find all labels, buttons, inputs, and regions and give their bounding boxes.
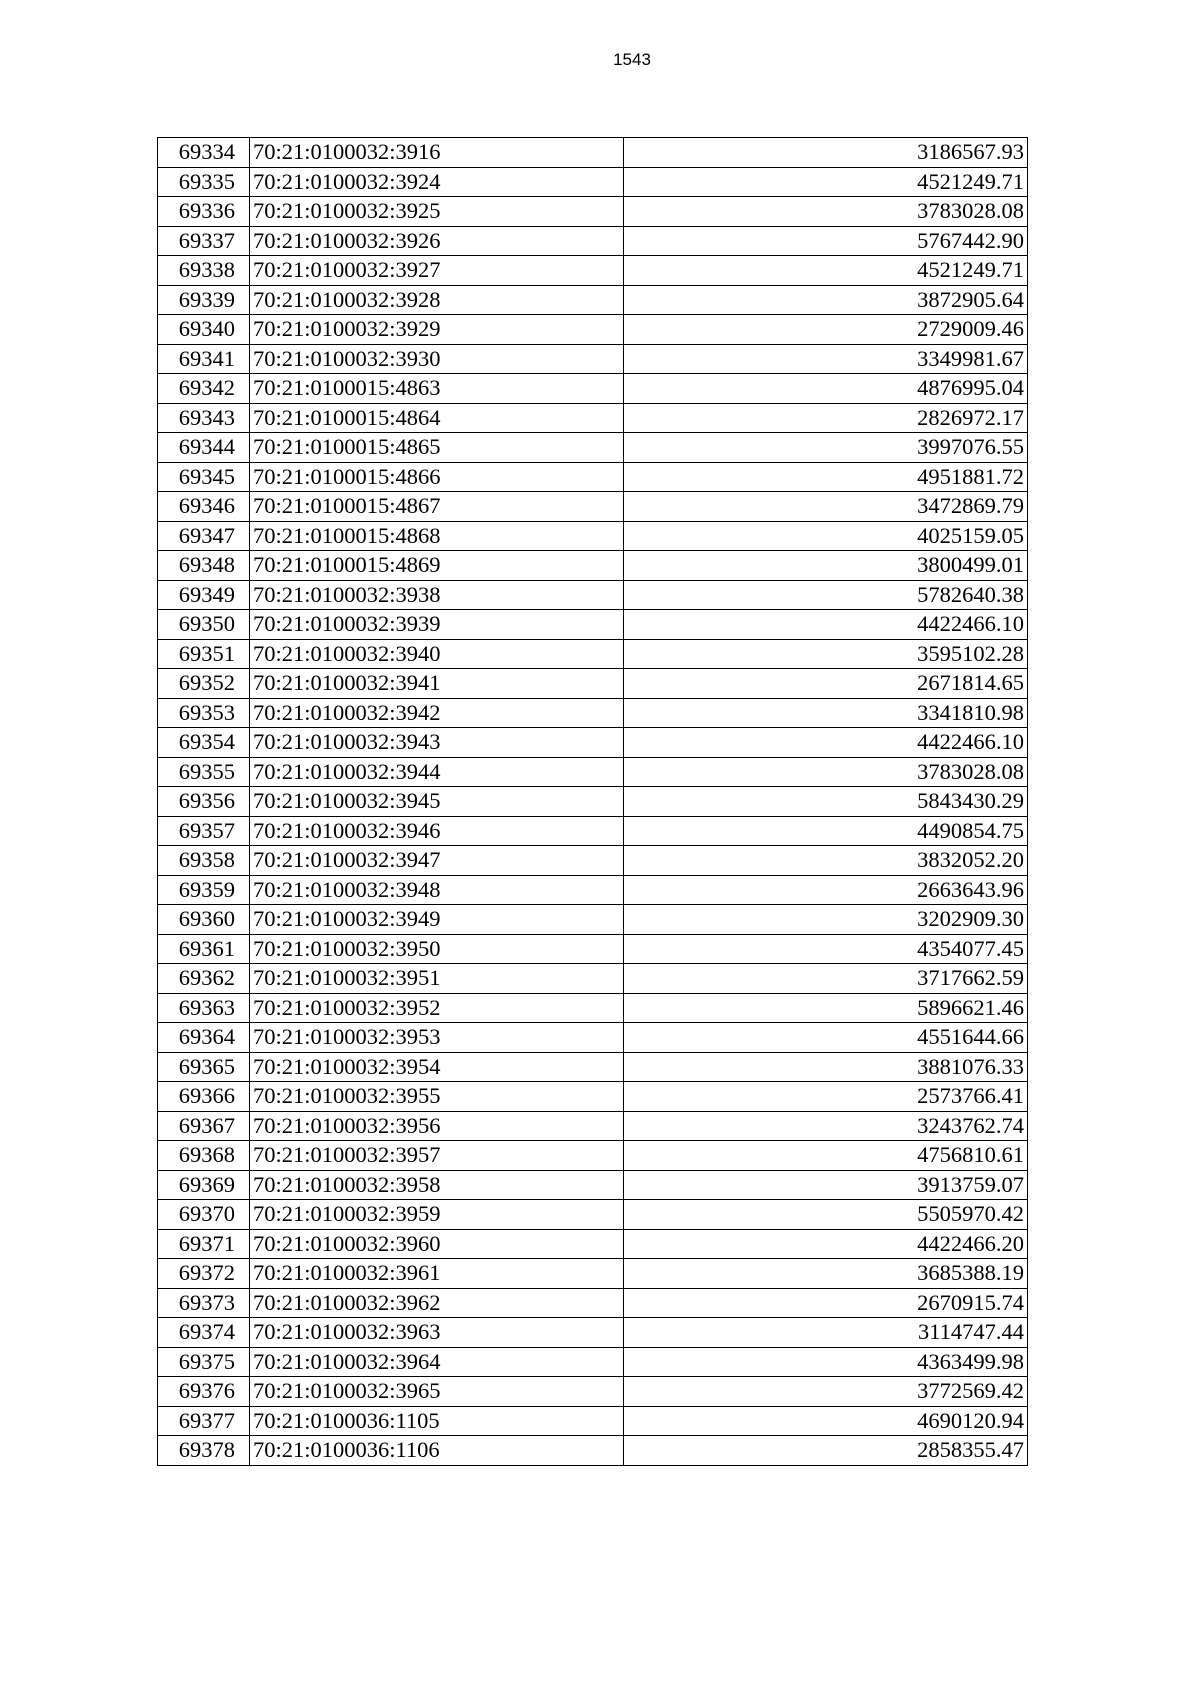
- table-row: [158, 934, 1028, 964]
- cadastral-number-cell: 70:21:0100032:3926: [250, 226, 624, 256]
- cadastral-value-cell: 3772569.42: [624, 1377, 1028, 1407]
- table-row: [158, 1141, 1028, 1171]
- row-number-cell: 69342: [158, 374, 250, 404]
- cadastral-number-cell: 70:21:0100015:4864: [250, 403, 624, 433]
- row-number-cell: 69343: [158, 403, 250, 433]
- cadastral-number-cell: 70:21:0100032:3963: [250, 1318, 624, 1348]
- cadastral-number-cell: 70:21:0100032:3945: [250, 787, 624, 817]
- table-row: [158, 1259, 1028, 1289]
- cadastral-number-cell: 70:21:0100032:3961: [250, 1259, 624, 1289]
- cadastral-value-cell: 4422466.20: [624, 1229, 1028, 1259]
- cadastral-value-cell: 5896621.46: [624, 993, 1028, 1023]
- cadastral-number-cell: 70:21:0100032:3940: [250, 639, 624, 669]
- table-row: [158, 285, 1028, 315]
- cadastral-value-cell: 3595102.28: [624, 639, 1028, 669]
- cadastral-value-cell: 3341810.98: [624, 698, 1028, 728]
- row-number-cell: 69339: [158, 285, 250, 315]
- row-number-cell: 69364: [158, 1023, 250, 1053]
- cadastral-number-cell: 70:21:0100032:3955: [250, 1082, 624, 1112]
- cadastral-value-cell: 5505970.42: [624, 1200, 1028, 1230]
- cadastral-value-cell: 3872905.64: [624, 285, 1028, 315]
- row-number-cell: 69338: [158, 256, 250, 286]
- row-number-cell: 69337: [158, 226, 250, 256]
- cadastral-value-cell: 3717662.59: [624, 964, 1028, 994]
- cadastral-value-cell: 4551644.66: [624, 1023, 1028, 1053]
- cadastral-value-cell: 4756810.61: [624, 1141, 1028, 1171]
- row-number-cell: 69363: [158, 993, 250, 1023]
- cadastral-number-cell: 70:21:0100032:3950: [250, 934, 624, 964]
- cadastral-value-cell: 4876995.04: [624, 374, 1028, 404]
- cadastral-value-cell: 2671814.65: [624, 669, 1028, 699]
- cadastral-number-cell: 70:21:0100032:3952: [250, 993, 624, 1023]
- cadastral-number-cell: 70:21:0100032:3927: [250, 256, 624, 286]
- cadastral-value-cell: 3800499.01: [624, 551, 1028, 581]
- cadastral-number-cell: 70:21:0100032:3924: [250, 167, 624, 197]
- table-row: [158, 610, 1028, 640]
- table-row: [158, 905, 1028, 935]
- table-row: [158, 433, 1028, 463]
- row-number-cell: 69349: [158, 580, 250, 610]
- row-number-cell: 69369: [158, 1170, 250, 1200]
- cadastral-number-cell: 70:21:0100032:3958: [250, 1170, 624, 1200]
- cadastral-number-cell: 70:21:0100032:3930: [250, 344, 624, 374]
- table-row: [158, 256, 1028, 286]
- cadastral-value-cell: 4422466.10: [624, 610, 1028, 640]
- table-row: [158, 1082, 1028, 1112]
- table-row: [158, 875, 1028, 905]
- cadastral-number-cell: 70:21:0100032:3947: [250, 846, 624, 876]
- cadastral-number-cell: 70:21:0100015:4865: [250, 433, 624, 463]
- table-row: [158, 492, 1028, 522]
- table-row: [158, 580, 1028, 610]
- row-number-cell: 69370: [158, 1200, 250, 1230]
- cadastral-number-cell: 70:21:0100015:4866: [250, 462, 624, 492]
- table-row: [158, 1406, 1028, 1436]
- table-row: [158, 197, 1028, 227]
- table-row: [158, 993, 1028, 1023]
- row-number-cell: 69341: [158, 344, 250, 374]
- cadastral-value-cell: 3881076.33: [624, 1052, 1028, 1082]
- cadastral-number-cell: 70:21:0100032:3953: [250, 1023, 624, 1053]
- cadastral-number-cell: 70:21:0100015:4868: [250, 521, 624, 551]
- row-number-cell: 69362: [158, 964, 250, 994]
- cadastral-number-cell: 70:21:0100032:3949: [250, 905, 624, 935]
- row-number-cell: 69372: [158, 1259, 250, 1289]
- table-row: [158, 1170, 1028, 1200]
- row-number-cell: 69340: [158, 315, 250, 345]
- cadastral-number-cell: 70:21:0100032:3925: [250, 197, 624, 227]
- cadastral-value-cell: 2826972.17: [624, 403, 1028, 433]
- cadastral-number-cell: 70:21:0100032:3959: [250, 1200, 624, 1230]
- cadastral-value-cell: 2663643.96: [624, 875, 1028, 905]
- row-number-cell: 69353: [158, 698, 250, 728]
- cadastral-value-cell: 4422466.10: [624, 728, 1028, 758]
- cadastral-number-cell: 70:21:0100032:3964: [250, 1347, 624, 1377]
- cadastral-number-cell: 70:21:0100032:3954: [250, 1052, 624, 1082]
- row-number-cell: 69376: [158, 1377, 250, 1407]
- row-number-cell: 69366: [158, 1082, 250, 1112]
- cadastral-value-cell: 3243762.74: [624, 1111, 1028, 1141]
- cadastral-number-cell: 70:21:0100032:3939: [250, 610, 624, 640]
- row-number-cell: 69374: [158, 1318, 250, 1348]
- row-number-cell: 69336: [158, 197, 250, 227]
- row-number-cell: 69375: [158, 1347, 250, 1377]
- cadastral-value-cell: 3202909.30: [624, 905, 1028, 935]
- cadastral-number-cell: 70:21:0100032:3929: [250, 315, 624, 345]
- row-number-cell: 69358: [158, 846, 250, 876]
- cadastral-number-cell: 70:21:0100015:4867: [250, 492, 624, 522]
- cadastral-number-cell: 70:21:0100032:3951: [250, 964, 624, 994]
- cadastral-number-cell: 70:21:0100032:3942: [250, 698, 624, 728]
- row-number-cell: 69359: [158, 875, 250, 905]
- cadastral-number-cell: 70:21:0100032:3944: [250, 757, 624, 787]
- cadastral-value-cell: 4521249.71: [624, 167, 1028, 197]
- cadastral-number-cell: 70:21:0100032:3948: [250, 875, 624, 905]
- table-row: [158, 639, 1028, 669]
- cadastral-number-cell: 70:21:0100036:1105: [250, 1406, 624, 1436]
- cadastral-value-cell: 3472869.79: [624, 492, 1028, 522]
- table-row: [158, 551, 1028, 581]
- table-row: [158, 787, 1028, 817]
- cadastral-value-cell: 2670915.74: [624, 1288, 1028, 1318]
- cadastral-number-cell: 70:21:0100032:3957: [250, 1141, 624, 1171]
- cadastral-number-cell: 70:21:0100032:3962: [250, 1288, 624, 1318]
- cadastral-value-cell: 3349981.67: [624, 344, 1028, 374]
- cadastral-value-cell: 3913759.07: [624, 1170, 1028, 1200]
- table-row: [158, 816, 1028, 846]
- table-row: [158, 167, 1028, 197]
- table-row: [158, 757, 1028, 787]
- cadastral-value-cell: 4521249.71: [624, 256, 1028, 286]
- table-row: [158, 1436, 1028, 1466]
- cadastral-value-cell: 4363499.98: [624, 1347, 1028, 1377]
- row-number-cell: 69351: [158, 639, 250, 669]
- cadastral-number-cell: 70:21:0100032:3943: [250, 728, 624, 758]
- table-row: [158, 226, 1028, 256]
- row-number-cell: 69344: [158, 433, 250, 463]
- table-body: [158, 138, 1028, 1466]
- cadastral-number-cell: 70:21:0100032:3965: [250, 1377, 624, 1407]
- cadastral-value-cell: 3832052.20: [624, 846, 1028, 876]
- table-row: [158, 521, 1028, 551]
- cadastral-value-cell: 2858355.47: [624, 1436, 1028, 1466]
- cadastral-value-cell: 4025159.05: [624, 521, 1028, 551]
- table-row: [158, 344, 1028, 374]
- row-number-cell: 69334: [158, 138, 250, 168]
- table-row: [158, 1200, 1028, 1230]
- table-row: [158, 315, 1028, 345]
- row-number-cell: 69378: [158, 1436, 250, 1466]
- cadastral-number-cell: 70:21:0100015:4863: [250, 374, 624, 404]
- cadastral-value-cell: 5767442.90: [624, 226, 1028, 256]
- row-number-cell: 69355: [158, 757, 250, 787]
- row-number-cell: 69350: [158, 610, 250, 640]
- table-row: [158, 1111, 1028, 1141]
- cadastral-number-cell: 70:21:0100015:4869: [250, 551, 624, 581]
- row-number-cell: 69371: [158, 1229, 250, 1259]
- cadastral-value-cell: 3186567.93: [624, 138, 1028, 168]
- table-row: [158, 1288, 1028, 1318]
- table-row: [158, 669, 1028, 699]
- table-row: [158, 1318, 1028, 1348]
- row-number-cell: 69345: [158, 462, 250, 492]
- cadastral-number-cell: 70:21:0100032:3960: [250, 1229, 624, 1259]
- cadastral-value-table: [157, 137, 1028, 1466]
- table-row: [158, 698, 1028, 728]
- row-number-cell: 69360: [158, 905, 250, 935]
- table-row: [158, 846, 1028, 876]
- table-row: [158, 403, 1028, 433]
- cadastral-value-cell: 3783028.08: [624, 197, 1028, 227]
- cadastral-number-cell: 70:21:0100032:3928: [250, 285, 624, 315]
- row-number-cell: 69368: [158, 1141, 250, 1171]
- cadastral-value-cell: 5843430.29: [624, 787, 1028, 817]
- table-row: [158, 374, 1028, 404]
- table-row: [158, 1229, 1028, 1259]
- page-number: 1543: [613, 50, 651, 69]
- table-row: [158, 1377, 1028, 1407]
- row-number-cell: 69354: [158, 728, 250, 758]
- cadastral-number-cell: 70:21:0100032:3938: [250, 580, 624, 610]
- row-number-cell: 69335: [158, 167, 250, 197]
- cadastral-value-cell: 4951881.72: [624, 462, 1028, 492]
- cadastral-value-cell: 3114747.44: [624, 1318, 1028, 1348]
- cadastral-value-cell: 5782640.38: [624, 580, 1028, 610]
- row-number-cell: 69365: [158, 1052, 250, 1082]
- row-number-cell: 69357: [158, 816, 250, 846]
- table-row: [158, 462, 1028, 492]
- cadastral-number-cell: 70:21:0100036:1106: [250, 1436, 624, 1466]
- table-row: [158, 1052, 1028, 1082]
- cadastral-number-cell: 70:21:0100032:3956: [250, 1111, 624, 1141]
- table-row: [158, 728, 1028, 758]
- table-row: [158, 964, 1028, 994]
- cadastral-value-cell: 2729009.46: [624, 315, 1028, 345]
- cadastral-value-cell: 4490854.75: [624, 816, 1028, 846]
- table-row: [158, 1023, 1028, 1053]
- cadastral-value-cell: 2573766.41: [624, 1082, 1028, 1112]
- row-number-cell: 69356: [158, 787, 250, 817]
- table-row: [158, 1347, 1028, 1377]
- cadastral-value-cell: 4354077.45: [624, 934, 1028, 964]
- cadastral-number-cell: 70:21:0100032:3941: [250, 669, 624, 699]
- row-number-cell: 69367: [158, 1111, 250, 1141]
- cadastral-number-cell: 70:21:0100032:3946: [250, 816, 624, 846]
- cadastral-value-cell: 3783028.08: [624, 757, 1028, 787]
- cadastral-value-cell: 3685388.19: [624, 1259, 1028, 1289]
- cadastral-value-cell: 4690120.94: [624, 1406, 1028, 1436]
- row-number-cell: 69373: [158, 1288, 250, 1318]
- table-row: [158, 138, 1028, 168]
- row-number-cell: 69352: [158, 669, 250, 699]
- cadastral-value-cell: 3997076.55: [624, 433, 1028, 463]
- cadastral-number-cell: 70:21:0100032:3916: [250, 138, 624, 168]
- row-number-cell: 69346: [158, 492, 250, 522]
- row-number-cell: 69348: [158, 551, 250, 581]
- row-number-cell: 69377: [158, 1406, 250, 1436]
- row-number-cell: 69347: [158, 521, 250, 551]
- row-number-cell: 69361: [158, 934, 250, 964]
